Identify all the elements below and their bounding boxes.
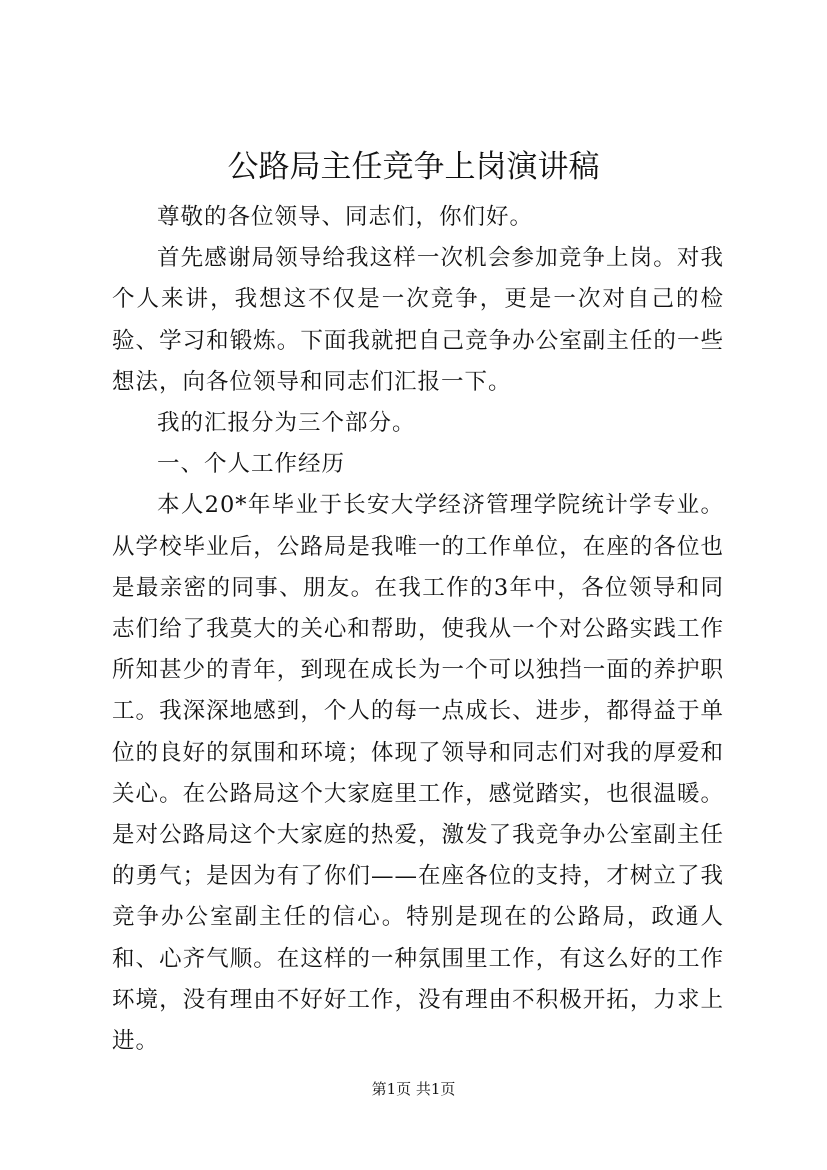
paragraph-greeting: 尊敬的各位领导、同志们，你们好。 [157,204,534,230]
section-heading-work-experience: 一、个人工作经历 [157,451,346,478]
document-body [112,197,724,1062]
document-title: 公路局主任竞争上岗演讲稿 [227,149,600,185]
paragraph-intro: 首先感谢局领导给我这样一次机会参加竞争上岗。对我个人来讲，我想这不仅是一次竞争，更是一次对自己的检验、学习和锻炼。下面我就把自己竞争办公室副主任的一些想法，向各位领导和同志们汇报一下。 [112,245,724,395]
paragraph-work-experience: 本人20*年毕业于长安大学经济管理学院统计学专业。从学校毕业后，公路局是我唯一的工作单位，在座的各位也是最亲密的同事、朋友。在我工作的3年中，各位领导和同志们给了我莫大的关心和帮助，使我从一个对公路实践工作所知甚少的青年，到现在成长为一个可以独挡一面的养护职工。我深深地感到，个人的每一点成长、进步，都得益于单位的良好的氛围和环境；体现了领导和同志们对我的厚爱和关心。在公路局这个大家庭里工作，感觉踏实，也很温暖。是对公路局这个大家庭的热爱，激发了我竞争办公室副主任的勇气；是因为有了你们——在座各位的支持，才树立了我竞争办公室副主任的信心。特别是现在的公路局，政通人和、心齐气顺。在这样的一种氛围里工作，有这么好的工作环境，没有理由不好好工作，没有理由不积极开拓，力求上进。 [112,492,724,1055]
paragraph-outline: 我的汇报分为三个部分。 [157,410,416,437]
page-footer: 第1页 共1页 [371,1080,456,1098]
